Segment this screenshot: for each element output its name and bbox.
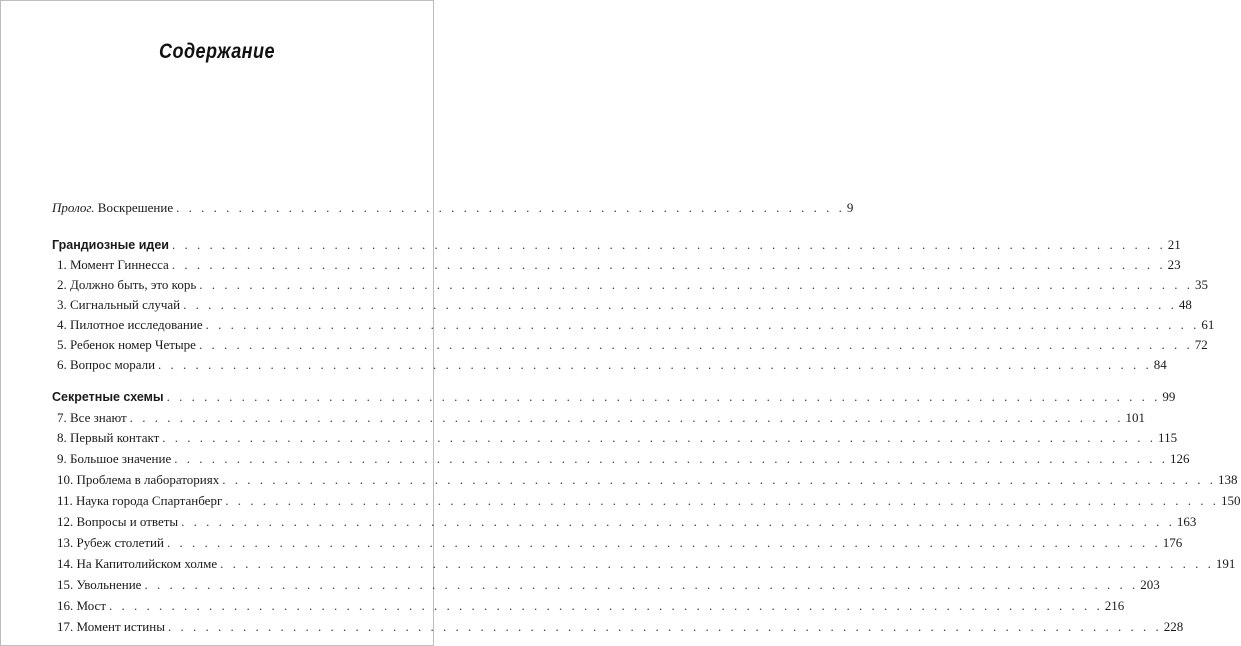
toc-part-row[interactable]: [52, 236, 1181, 254]
chapter-number: 9.: [57, 451, 67, 466]
toc-entry-label: [57, 597, 106, 615]
toc-chapter-row[interactable]: [57, 450, 1190, 468]
chapter-title: Проблема в лабораториях: [76, 472, 220, 487]
part-title: Грандиозные идеи: [52, 238, 169, 252]
chapter-number: 7.: [57, 410, 67, 425]
dot-leader: . . . . . . . . . . . . . . . . . . . . . . . . . . . . . . . . . . . . . . . . . . . . . . . . . . . . . . . . . . . . . . . . . . . . . . . . . . . . . . . .: [183, 297, 1177, 312]
page-number: 176: [1162, 535, 1183, 550]
toc-entry-label: [57, 429, 159, 447]
dot-leader: . . . . . . . . . . . . . . . . . . . . . . . . . . . . . . . . . . . . . . . . . . . . . . . . . . . . . . . . . . . . . . . . . . . . . . . . . . . . . . . .: [144, 577, 1139, 592]
chapter-title: Наука города Спартанберг: [76, 493, 223, 508]
toc-entry-label: [57, 618, 165, 636]
dot-leader: . . . . . . . . . . . . . . . . . . . . . . . . . . . . . . . . . . . . . . . . . . . . . . . . . . . . . . . . . . . . . . . . . . . . . . . . . . . . . . . .: [205, 317, 1200, 332]
toc-entry-label: [52, 388, 164, 406]
toc-chapter-row[interactable]: [57, 256, 1181, 274]
toc-chapter-row[interactable]: [57, 429, 1178, 447]
dot-leader: . . . . . . . . . . . . . . . . . . . . . . . . . . . . . . . . . . . . . . . . . . . . . . . . . . . . . . . . . . . . . . . . . . . . . . . . . . . . . . . .: [166, 535, 1161, 550]
page-number: 216: [1104, 598, 1125, 613]
chapter-title: Первый контакт: [70, 430, 160, 445]
chapter-number: 4.: [57, 317, 67, 332]
dot-leader: . . . . . . . . . . . . . . . . . . . . . . . . . . . . . . . . . . . . . . . . . . . . . . . . . . . . . . . . . . . . . . . . . . . . . . . . . . . . . . . .: [198, 337, 1193, 352]
page-number: 138: [1217, 472, 1238, 487]
toc-chapter-row[interactable]: [57, 618, 1184, 636]
toc-entry-label: [57, 471, 219, 489]
page-number: 228: [1163, 619, 1184, 634]
chapter-title: Увольнение: [76, 577, 142, 592]
toc-entry-label: [57, 316, 203, 334]
toc-entry-label: [57, 513, 178, 531]
chapter-title: Момент истины: [76, 619, 165, 634]
chapter-number: 14.: [57, 556, 74, 571]
toc-entry-label: [57, 534, 164, 552]
toc-chapter-row[interactable]: [57, 316, 1215, 334]
chapter-title: Большое значение: [70, 451, 172, 466]
chapter-number: 8.: [57, 430, 67, 445]
chapter-number: 15.: [57, 577, 74, 592]
dot-leader: . . . . . . . . . . . . . . . . . . . . . . . . . . . . . . . . . . . . . . . . . . . . . . . . . . . . . . . . . . . . . . . . . . . . . . . . . . . . . . . .: [174, 451, 1168, 466]
dot-leader: . . . . . . . . . . . . . . . . . . . . . . . . . . . . . . . . . . . . . . . . . . . . . . . . . . . . . . . . . . . . . . . . . . . . . . . . . . . . . . . .: [129, 410, 1124, 425]
toc-entry-label: [52, 199, 173, 217]
dot-leader: . . . . . . . . . . . . . . . . . . . . . . . . . . . . . . . . . . . . . . . . . . . . . . . . . . . . . . . . . . . . . . . . . . . . . . . . . . . . . . . .: [181, 514, 1175, 529]
dot-leader: . . . . . . . . . . . . . . . . . . . . . . . . . . . . . . . . . . . . . . . . . . . . . . . . . . . . . . . . . . . . . . . . . . . . . . . . . . . . . . . .: [225, 493, 1220, 508]
chapter-title: Сигнальный случай: [70, 297, 181, 312]
chapter-title: Мост: [76, 598, 107, 613]
page-number: 84: [1153, 357, 1167, 372]
chapter-title: Вопросы и ответы: [76, 514, 179, 529]
toc-entry-label: [52, 236, 169, 254]
toc-entry-label: [57, 555, 217, 573]
prologue-title: Воскрешение: [97, 200, 174, 215]
toc-chapter-row[interactable]: [57, 336, 1208, 354]
toc-prologue-row[interactable]: [52, 199, 854, 217]
toc-entry-label: [57, 450, 171, 468]
page-number: 21: [1167, 237, 1181, 252]
toc-chapter-row[interactable]: [57, 409, 1145, 427]
toc-chapter-row[interactable]: [57, 534, 1183, 552]
chapter-title: Момент Гиннесса: [70, 257, 169, 272]
chapter-title: Рубеж столетий: [76, 535, 164, 550]
chapter-number: 6.: [57, 357, 67, 372]
toc-entry-label: [57, 336, 196, 354]
toc-entry-label: [57, 296, 180, 314]
toc-entry-label: [57, 356, 155, 374]
toc-entry-label: [57, 492, 222, 510]
chapter-number: 12.: [57, 514, 74, 529]
toc-chapter-row[interactable]: [57, 471, 1238, 489]
dot-leader: . . . . . . . . . . . . . . . . . . . . . . . . . . . . . . . . . . . . . . . . . . . . . . . . . . . . . . . . . . . . . . . . . . . . . . . . . . . . . . . .: [199, 277, 1194, 292]
dot-leader: . . . . . . . . . . . . . . . . . . . . . . . . . . . . . . . . . . . . . . . . . . . . . . . . . . . . . . . . . . . . . . . . . . . . . . . . . . . . . . . .: [166, 389, 1161, 404]
page-number: 115: [1158, 430, 1178, 445]
dot-leader: . . . . . . . . . . . . . . . . . . . . . . . . . . . . . . . . . . . . . . . . . . . . . . . . . . . . . . . . . . . . . . . . . . . . . . . . . . . . . . . .: [171, 257, 1166, 272]
chapter-title: Ребенок номер Четыре: [70, 337, 196, 352]
page-number: 72: [1194, 337, 1208, 352]
dot-leader: . . . . . . . . . . . . . . . . . . . . . . . . . . . . . . . . . . . . . . . . . . . . . . . . . . . . . .: [176, 200, 845, 215]
part-title: Секретные схемы: [52, 390, 164, 404]
dot-leader: . . . . . . . . . . . . . . . . . . . . . . . . . . . . . . . . . . . . . . . . . . . . . . . . . . . . . . . . . . . . . . . . . . . . . . . . . . . . . . . .: [222, 472, 1216, 487]
chapter-title: Вопрос морали: [70, 357, 156, 372]
dot-leader: . . . . . . . . . . . . . . . . . . . . . . . . . . . . . . . . . . . . . . . . . . . . . . . . . . . . . . . . . . . . . . . . . . . . . . . . . . . . . . . .: [171, 237, 1166, 252]
toc-chapter-row[interactable]: [57, 276, 1209, 294]
toc-chapter-row[interactable]: [57, 555, 1236, 573]
toc-chapter-row[interactable]: [57, 597, 1125, 615]
page-number: 9: [846, 200, 854, 215]
toc-chapter-row[interactable]: [57, 492, 1241, 510]
toc-entry-label: [57, 409, 127, 427]
dot-leader: . . . . . . . . . . . . . . . . . . . . . . . . . . . . . . . . . . . . . . . . . . . . . . . . . . . . . . . . . . . . . . . . . . . . . . . . . . . . . . . .: [158, 357, 1152, 372]
chapter-title: На Капитолийском холме: [76, 556, 218, 571]
chapter-number: 17.: [57, 619, 74, 634]
toc-chapter-row[interactable]: [57, 296, 1192, 314]
prologue-lead: Пролог.: [52, 200, 95, 215]
page-number: 150: [1221, 493, 1241, 508]
page-number: 101: [1125, 410, 1145, 425]
chapter-number: 1.: [57, 257, 67, 272]
dot-leader: . . . . . . . . . . . . . . . . . . . . . . . . . . . . . . . . . . . . . . . . . . . . . . . . . . . . . . . . . . . . . . . . . . . . . . . . . . . . . . . .: [162, 430, 1157, 445]
page-number: 23: [1167, 257, 1181, 272]
chapter-number: 10.: [57, 472, 74, 487]
chapter-number: 2.: [57, 277, 67, 292]
chapter-number: 3.: [57, 297, 67, 312]
chapter-number: 5.: [57, 337, 67, 352]
dot-leader: . . . . . . . . . . . . . . . . . . . . . . . . . . . . . . . . . . . . . . . . . . . . . . . . . . . . . . . . . . . . . . . . . . . . . . . . . . . . . . . .: [220, 556, 1214, 571]
page-number: 99: [1162, 389, 1176, 404]
chapter-number: 13.: [57, 535, 74, 550]
page-number: 191: [1215, 556, 1236, 571]
page-number: 203: [1140, 577, 1160, 592]
toc-entry-label: [57, 276, 196, 294]
toc-entry-label: [57, 256, 169, 274]
page-number: 48: [1178, 297, 1192, 312]
toc-entry-label: [57, 576, 141, 594]
chapter-title: Все знают: [70, 410, 127, 425]
chapter-number: 11.: [57, 493, 73, 508]
toc-chapter-row[interactable]: [57, 576, 1160, 594]
dot-leader: . . . . . . . . . . . . . . . . . . . . . . . . . . . . . . . . . . . . . . . . . . . . . . . . . . . . . . . . . . . . . . . . . . . . . . . . . . . . . . . .: [167, 619, 1162, 634]
page-number: 61: [1201, 317, 1215, 332]
page-number: 163: [1176, 514, 1197, 529]
page-number: 126: [1169, 451, 1190, 466]
chapter-title: Должно быть, это корь: [70, 277, 197, 292]
toc-chapter-row[interactable]: [57, 356, 1167, 374]
toc-part-row[interactable]: [52, 388, 1176, 406]
chapter-number: 16.: [57, 598, 74, 613]
page-number: 35: [1195, 277, 1209, 292]
chapter-title: Пилотное исследование: [70, 317, 203, 332]
dot-leader: . . . . . . . . . . . . . . . . . . . . . . . . . . . . . . . . . . . . . . . . . . . . . . . . . . . . . . . . . . . . . . . . . . . . . . . . . . . . . . . .: [109, 598, 1103, 613]
page-title: Содержание: [159, 40, 275, 63]
toc-chapter-row[interactable]: [57, 513, 1197, 531]
